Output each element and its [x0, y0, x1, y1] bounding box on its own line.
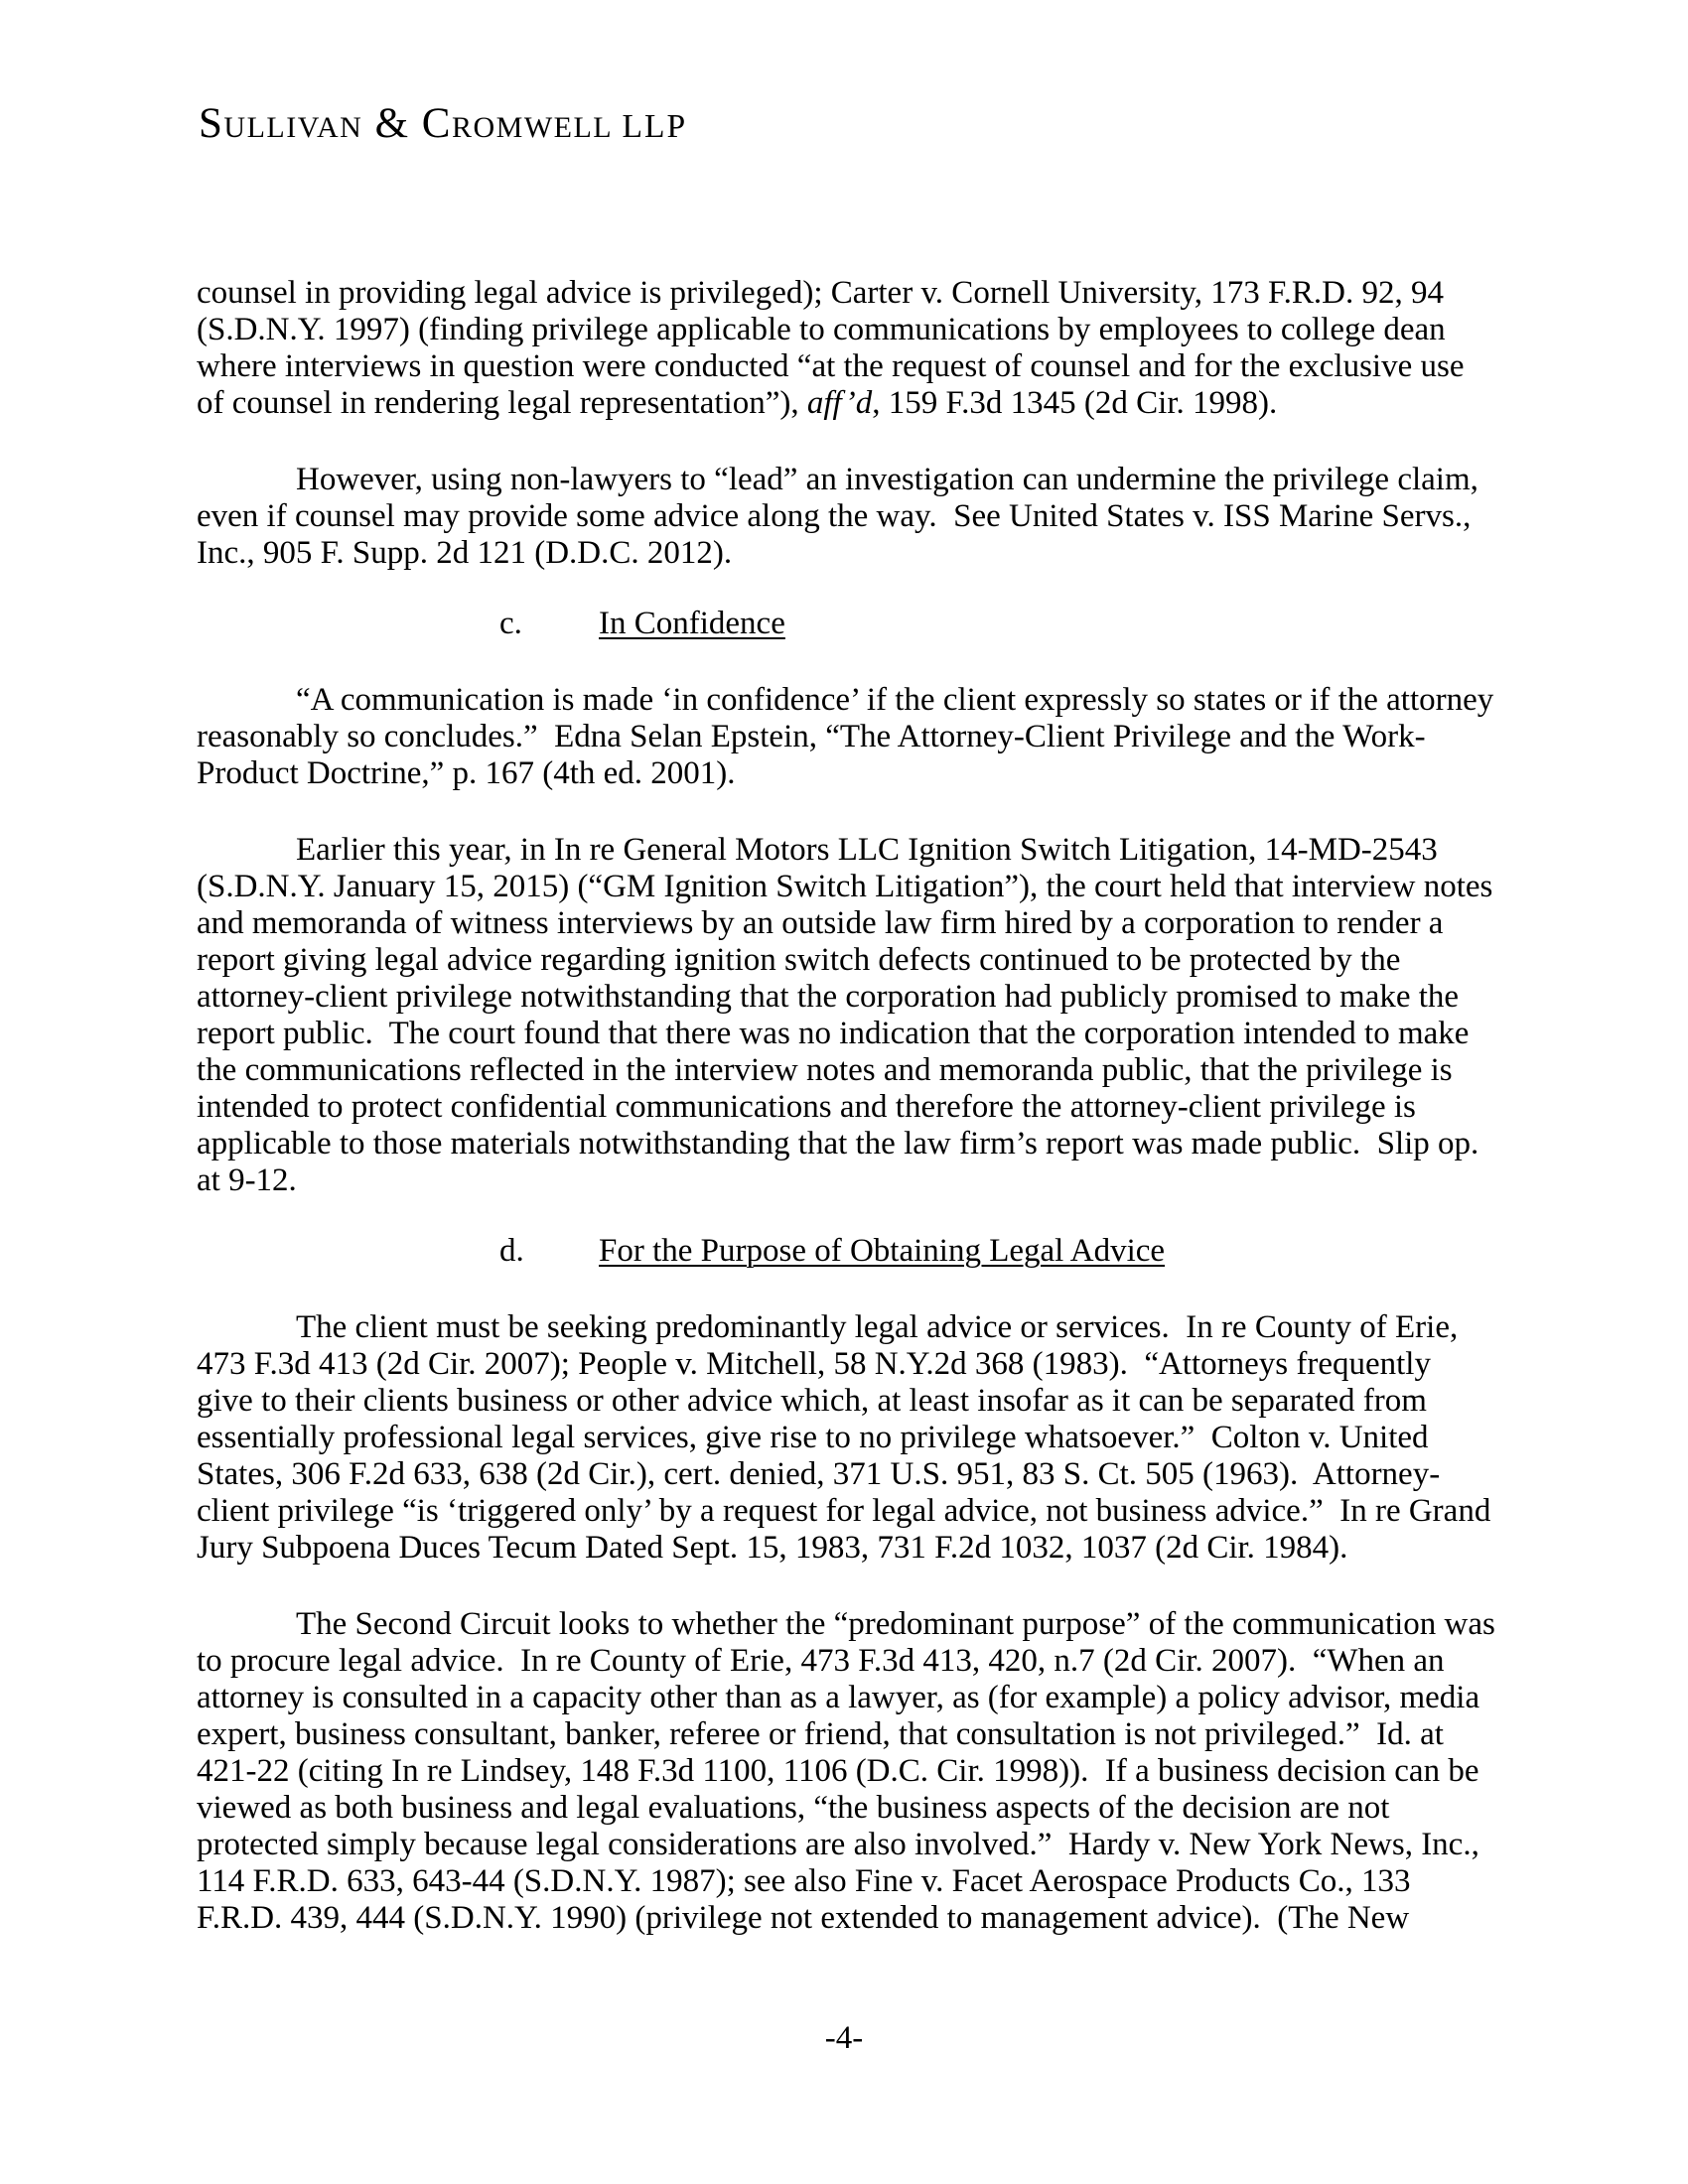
paragraph-carryover-citation — [197, 275, 1495, 422]
paragraph-legal-advice: The client must be seeking predominantly legal advice or services. In re County of Erie, 473 F.3d 413 (2d Cir. 2007); People v. Mitchell, 58 N.Y.2d 368 (1983). “Attorneys frequently give to their clients business or other advice which, at least insofar as it can be separated from essentially professional legal services, give rise to no privilege whatsoever.” Colton v. United States, 306 F.2d 633, 638 (2d Cir.), cert. denied, 371 U.S. 951, 83 S. Ct. 505 (1963). Attorney-client privilege “is ‘triggered only’ by a request for legal advice, not business advice.” In re Grand Jury Subpoena Duces Tecum Dated Sept. 15, 1983, 731 F.2d 1032, 1037 (2d Cir. 1984). — [197, 1309, 1499, 1566]
carryover-text-before: counsel in providing legal advice is privileged); Carter v. Cornell University, 173 F.R.D. 92, 94 (S.D.N.Y. 1997) (finding privilege applicable to communications by employees to college dean where interviews in question were conducted “at the request of counsel and for the exclusive use of counsel in rendering legal representation”), — [197, 275, 1473, 421]
letterhead — [199, 99, 687, 148]
section-heading-c-label: c. — [499, 606, 522, 641]
section-heading-d — [197, 1233, 1495, 1270]
section-heading-c-title: In Confidence — [599, 606, 785, 641]
section-heading-c — [197, 606, 1495, 642]
firm-name: Sullivan & Cromwell — [199, 100, 614, 147]
paragraph-in-confidence: “A communication is made ‘in confidence’ if the client expressly so states or if the attorney reasonably so concludes.” Edna Selan Epstein, “The Attorney-Client Privilege and the Work-Product Doctrine,” p. 167 (4th ed. 2001). — [197, 682, 1502, 791]
page-number: -4- — [824, 2020, 864, 2056]
firm-suffix: LLP — [622, 108, 688, 145]
section-heading-d-label: d. — [499, 1233, 524, 1269]
document-body — [197, 275, 1504, 1977]
paragraph-nonlawyers: However, using non-lawyers to “lead” an investigation can undermine the privilege claim, even if counsel may provide some advice along the way. See United States v. ISS Marine Servs., Inc., 905 F. Supp. 2d 121 (D.D.C. 2012). — [197, 462, 1487, 571]
carryover-text-after: , 159 F.3d 1345 (2d Cir. 1998). — [872, 385, 1278, 421]
paragraph-second-circuit: The Second Circuit looks to whether the “predominant purpose” of the communication was to procure legal advice. In re County of Erie, 473 F.3d 413, 420, n.7 (2d Cir. 2007). “When an attorney is consulted in a capacity other than as a lawyer, as (for example) a policy advisor, media expert, business consultant, banker, referee or friend, that consultation is not privileged.” Id. at 421-22 (citing In re Lindsey, 148 F.3d 1100, 1106 (D.C. Cir. 1998)). If a business decision can be viewed as both business and legal evaluations, “the business aspects of the decision are not protected simply because legal considerations are also involved.” Hardy v. New York News, Inc., 114 F.R.D. 633, 643-44 (S.D.N.Y. 1987); see also Fine v. Facet Aerospace Products Co., 133 F.R.D. 439, 444 (S.D.N.Y. 1990) (privilege not extended to management advice). (The New — [197, 1606, 1504, 1936]
section-heading-d-title: For the Purpose of Obtaining Legal Advice — [599, 1233, 1166, 1269]
paragraph-gm-ignition: Earlier this year, in In re General Motors LLC Ignition Switch Litigation, 14-MD-2543 (S.D.N.Y. January 15, 2015) (“GM Ignition Switch Litigation”), the court held that interview notes and memoranda of witness interviews by an outside law firm hired by a corporation to render a report giving legal advice regarding ignition switch defects continued to be protected by the attorney-client privilege notwithstanding that the corporation had publicly promised to make the report public. The court found that there was no indication that the corporation intended to make the communications reflected in the interview notes and memoranda public, that the privilege is intended to protect confidential communications and therefore the attorney-client privilege is applicable to those materials notwithstanding that the law firm’s report was made public. Slip op. at 9-12. — [197, 832, 1501, 1198]
carryover-italic-affd: aff’d — [806, 385, 873, 421]
